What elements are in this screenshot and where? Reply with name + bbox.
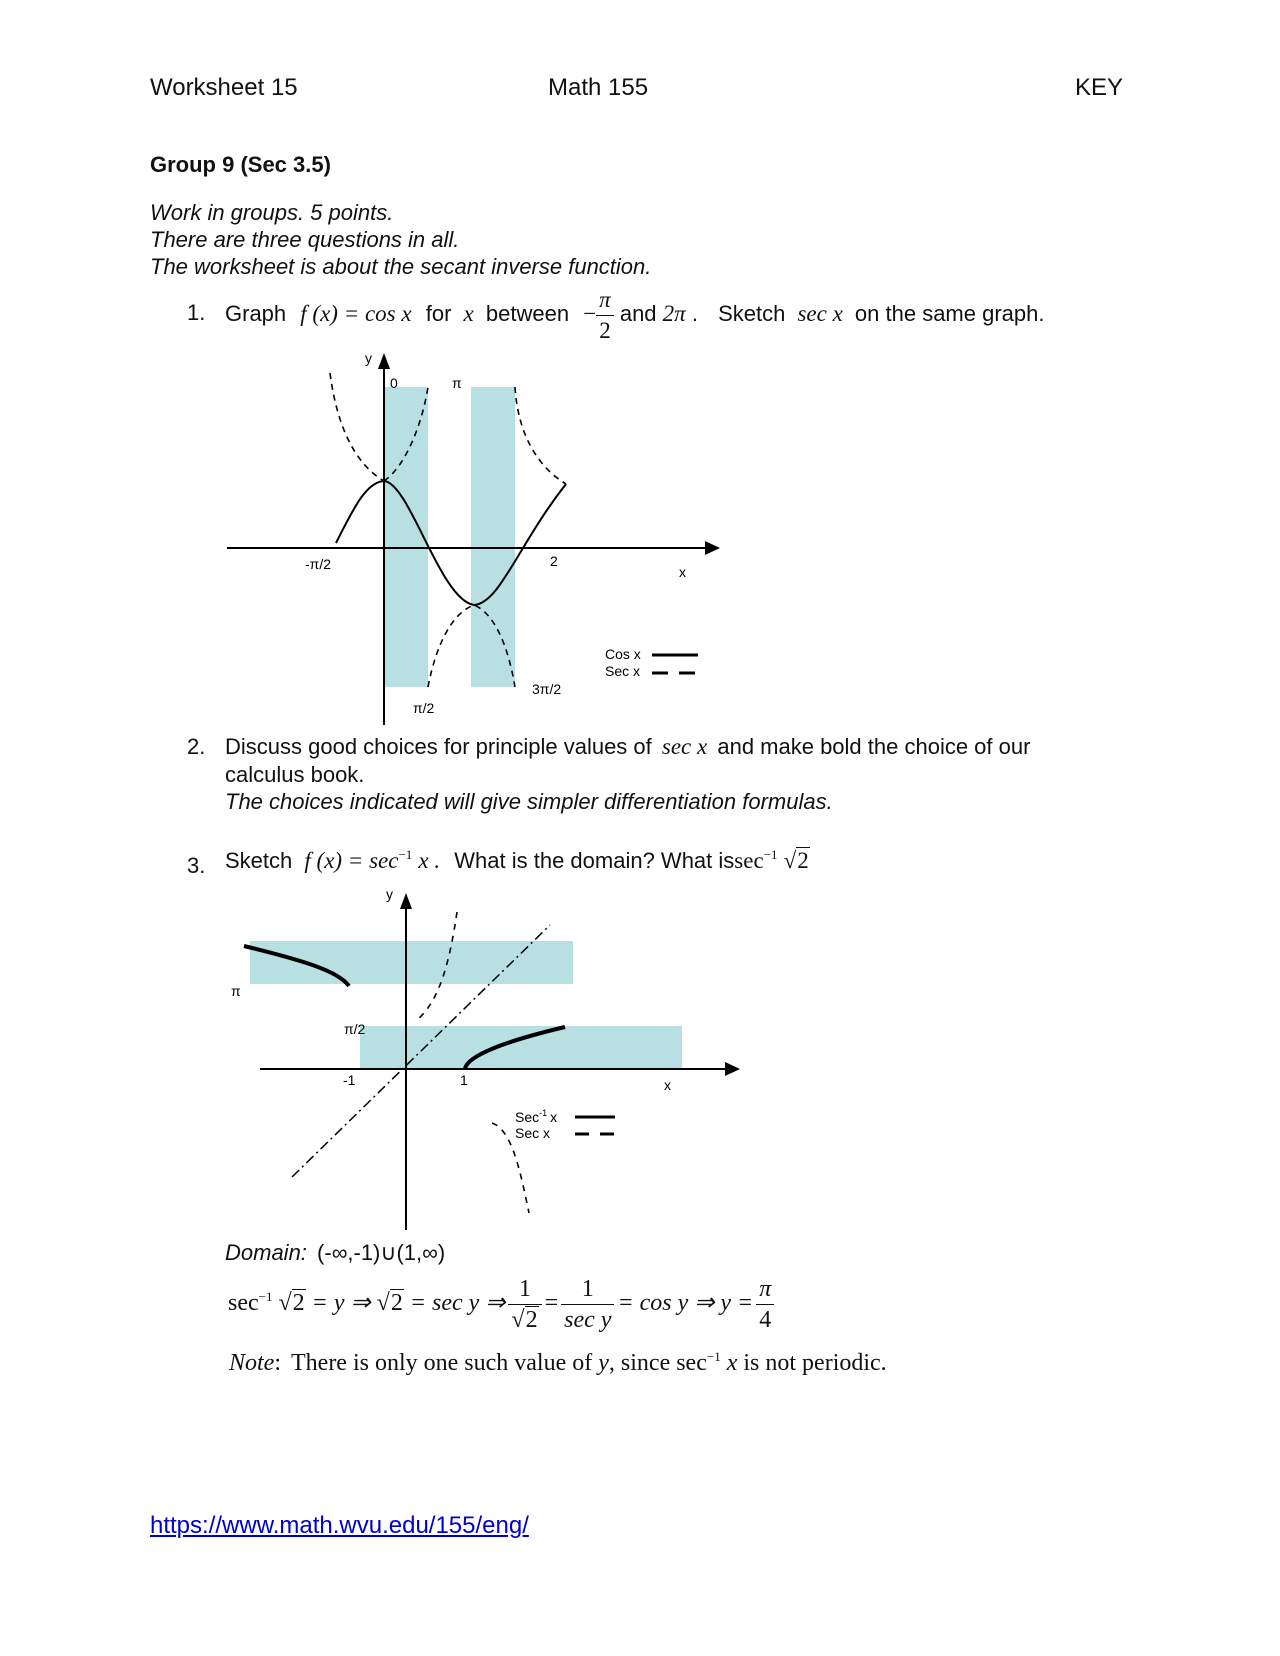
domain-line bbox=[225, 1240, 445, 1266]
note-sup: −1 bbox=[706, 1349, 721, 1364]
worksheet-label: Worksheet 15 bbox=[150, 74, 298, 101]
question-3 bbox=[225, 848, 810, 874]
sol-frac-1-num: 1 bbox=[508, 1274, 541, 1305]
sol-sec: sec bbox=[228, 1290, 259, 1316]
q1-dot: . bbox=[691, 301, 698, 326]
q1-x: x bbox=[463, 301, 474, 326]
q1-number: 1. bbox=[187, 300, 206, 325]
graph1-neg-pi-half-label: -π/2 bbox=[305, 556, 331, 572]
q1-fraction-num: π bbox=[596, 285, 614, 316]
q1-fraction bbox=[596, 285, 614, 346]
shade-band-1 bbox=[384, 387, 428, 687]
q2-number: 2. bbox=[187, 734, 206, 759]
sol-eq-y: = y ⇒ bbox=[311, 1290, 371, 1316]
note-text-b: , since bbox=[608, 1350, 671, 1376]
graph1-pi-label: π bbox=[452, 375, 462, 391]
note-text-c: is not periodic. bbox=[743, 1350, 887, 1376]
q3-sqrt-two: 2 bbox=[797, 848, 809, 873]
sol-sqrt-2: √2 bbox=[376, 1290, 403, 1316]
legend-arcsec-sec: Sec bbox=[515, 1109, 540, 1125]
graph1-three-pi-half-label: 3π/2 bbox=[532, 681, 562, 697]
sol-sqrt-1-two: 2 bbox=[292, 1290, 305, 1316]
intro-line-2: There are three questions in all. bbox=[150, 227, 460, 252]
q3-sup: −1 bbox=[398, 847, 413, 862]
q1-two-pi: 2π bbox=[662, 301, 686, 326]
q2-answer: The choices indicated will give simpler differentiation formulas. bbox=[225, 789, 833, 814]
sol-eq-cos: = cos y ⇒ y = bbox=[617, 1290, 754, 1316]
q3-sketch: Sketch bbox=[225, 848, 293, 873]
graph1-pi-half-label: π/2 bbox=[413, 700, 435, 716]
arcsec-graph bbox=[220, 885, 740, 1235]
graph2-one-label: 1 bbox=[460, 1072, 468, 1088]
q3-sqrt: √2 bbox=[783, 848, 809, 873]
graph1-y-label: y bbox=[365, 350, 372, 366]
group-title: Group 9 (Sec 3.5) bbox=[150, 152, 331, 177]
note-x: x bbox=[726, 1350, 738, 1376]
q1-between: between bbox=[485, 301, 570, 326]
q3-x: x . bbox=[418, 848, 441, 873]
note-line bbox=[229, 1350, 887, 1377]
graph1-x-label: x bbox=[679, 564, 686, 580]
q3-number: 3. bbox=[187, 853, 206, 878]
sol-sqrt-2-two: 2 bbox=[390, 1290, 403, 1316]
sol-frac-3 bbox=[756, 1274, 774, 1335]
legend-sec-label-2: Sec x bbox=[515, 1125, 551, 1141]
legend-arcsec-sup: -1 bbox=[539, 1108, 548, 1118]
domain-value: (-∞,-1)∪(1,∞) bbox=[317, 1240, 446, 1265]
question-1 bbox=[225, 284, 1045, 346]
q3-sec: sec bbox=[734, 848, 764, 873]
q2-text-a: Discuss good choices for principle values of bbox=[225, 734, 652, 759]
sol-frac-2 bbox=[561, 1274, 614, 1335]
cos-sec-graph bbox=[200, 345, 740, 730]
sol-frac-1 bbox=[508, 1274, 541, 1335]
q1-secx: sec x bbox=[797, 301, 843, 326]
q3-function: f (x) = sec bbox=[304, 848, 399, 873]
graph1-zero-label: 0 bbox=[390, 375, 398, 391]
sol-sup: −1 bbox=[258, 1289, 273, 1304]
note-colon: : bbox=[274, 1350, 281, 1376]
sec-branch-4 bbox=[515, 387, 566, 484]
cos-curve bbox=[336, 481, 566, 605]
q1-sketch: Sketch bbox=[718, 301, 786, 326]
note-y: y bbox=[598, 1350, 609, 1376]
q2-secx: sec x bbox=[661, 734, 708, 759]
x-axis-arrow bbox=[705, 541, 720, 555]
graph2-x-axis-arrow bbox=[725, 1062, 740, 1076]
graph1-legend bbox=[605, 646, 698, 679]
graph2-legend bbox=[515, 1108, 615, 1141]
sol-frac-2-den: sec y bbox=[564, 1306, 612, 1333]
graph2-y-label: y bbox=[386, 886, 393, 902]
sol-sqrt-1: √2 bbox=[278, 1290, 305, 1316]
sol-frac-1-den: √2 bbox=[511, 1306, 538, 1333]
graph1-two-label: 2 bbox=[550, 553, 558, 569]
legend-cos-label: Cos x bbox=[605, 646, 641, 662]
intro-line-3: The worksheet is about the secant inverse function. bbox=[150, 254, 652, 279]
q3-sup2: −1 bbox=[763, 847, 778, 862]
domain-label: Domain: bbox=[225, 1240, 307, 1265]
q1-fraction-den: 2 bbox=[599, 317, 611, 343]
q1-graph-word: Graph bbox=[225, 301, 287, 326]
intro-line-1: Work in groups. 5 points. bbox=[150, 200, 394, 225]
graph2-pi-half-label: π/2 bbox=[344, 1021, 366, 1037]
graph2-y-axis-arrow bbox=[400, 893, 412, 909]
sol-frac-2-num: 1 bbox=[561, 1274, 614, 1305]
note-label: Note bbox=[229, 1350, 275, 1376]
sol-eq-secy: = sec y ⇒ bbox=[409, 1290, 506, 1316]
q1-and: and bbox=[619, 301, 657, 326]
q1-tail: on the same graph. bbox=[854, 301, 1045, 326]
graph2-neg-one-label: -1 bbox=[343, 1072, 356, 1088]
legend-arcsec-x: x bbox=[550, 1109, 558, 1125]
key-label: KEY bbox=[1075, 74, 1124, 101]
q2-text-b: and make bold the choice of our bbox=[717, 734, 1031, 759]
q1-minus: − bbox=[583, 301, 597, 326]
note-text-a: There is only one such value of bbox=[291, 1350, 593, 1376]
q1-for: for bbox=[425, 301, 452, 326]
note-sec: sec bbox=[676, 1350, 707, 1376]
sol-frac-3-num: π bbox=[756, 1274, 774, 1305]
course-label: Math 155 bbox=[548, 74, 649, 101]
legend-arcsec-label bbox=[515, 1108, 557, 1125]
sec-branch-1 bbox=[330, 373, 384, 481]
q1-function: f (x) = cos x bbox=[300, 301, 412, 326]
question-2-line-1 bbox=[225, 734, 1030, 760]
q2-line-2: calculus book. bbox=[225, 762, 365, 787]
graph2-pi-label: π bbox=[231, 983, 241, 999]
y-axis-arrow bbox=[378, 353, 390, 369]
sol-frac-1-den-two: 2 bbox=[525, 1306, 538, 1333]
sol-frac-3-den: 4 bbox=[759, 1306, 772, 1333]
shade-band-2 bbox=[471, 387, 515, 687]
sol-eq: = bbox=[544, 1290, 559, 1316]
footer-link[interactable]: https://www.math.wvu.edu/155/eng/ bbox=[150, 1512, 529, 1539]
solution-line bbox=[228, 1273, 777, 1337]
graph2-x-label: x bbox=[664, 1077, 671, 1093]
legend-sec-label: Sec x bbox=[605, 663, 641, 679]
q3-mid: What is the domain? What is bbox=[454, 848, 735, 873]
